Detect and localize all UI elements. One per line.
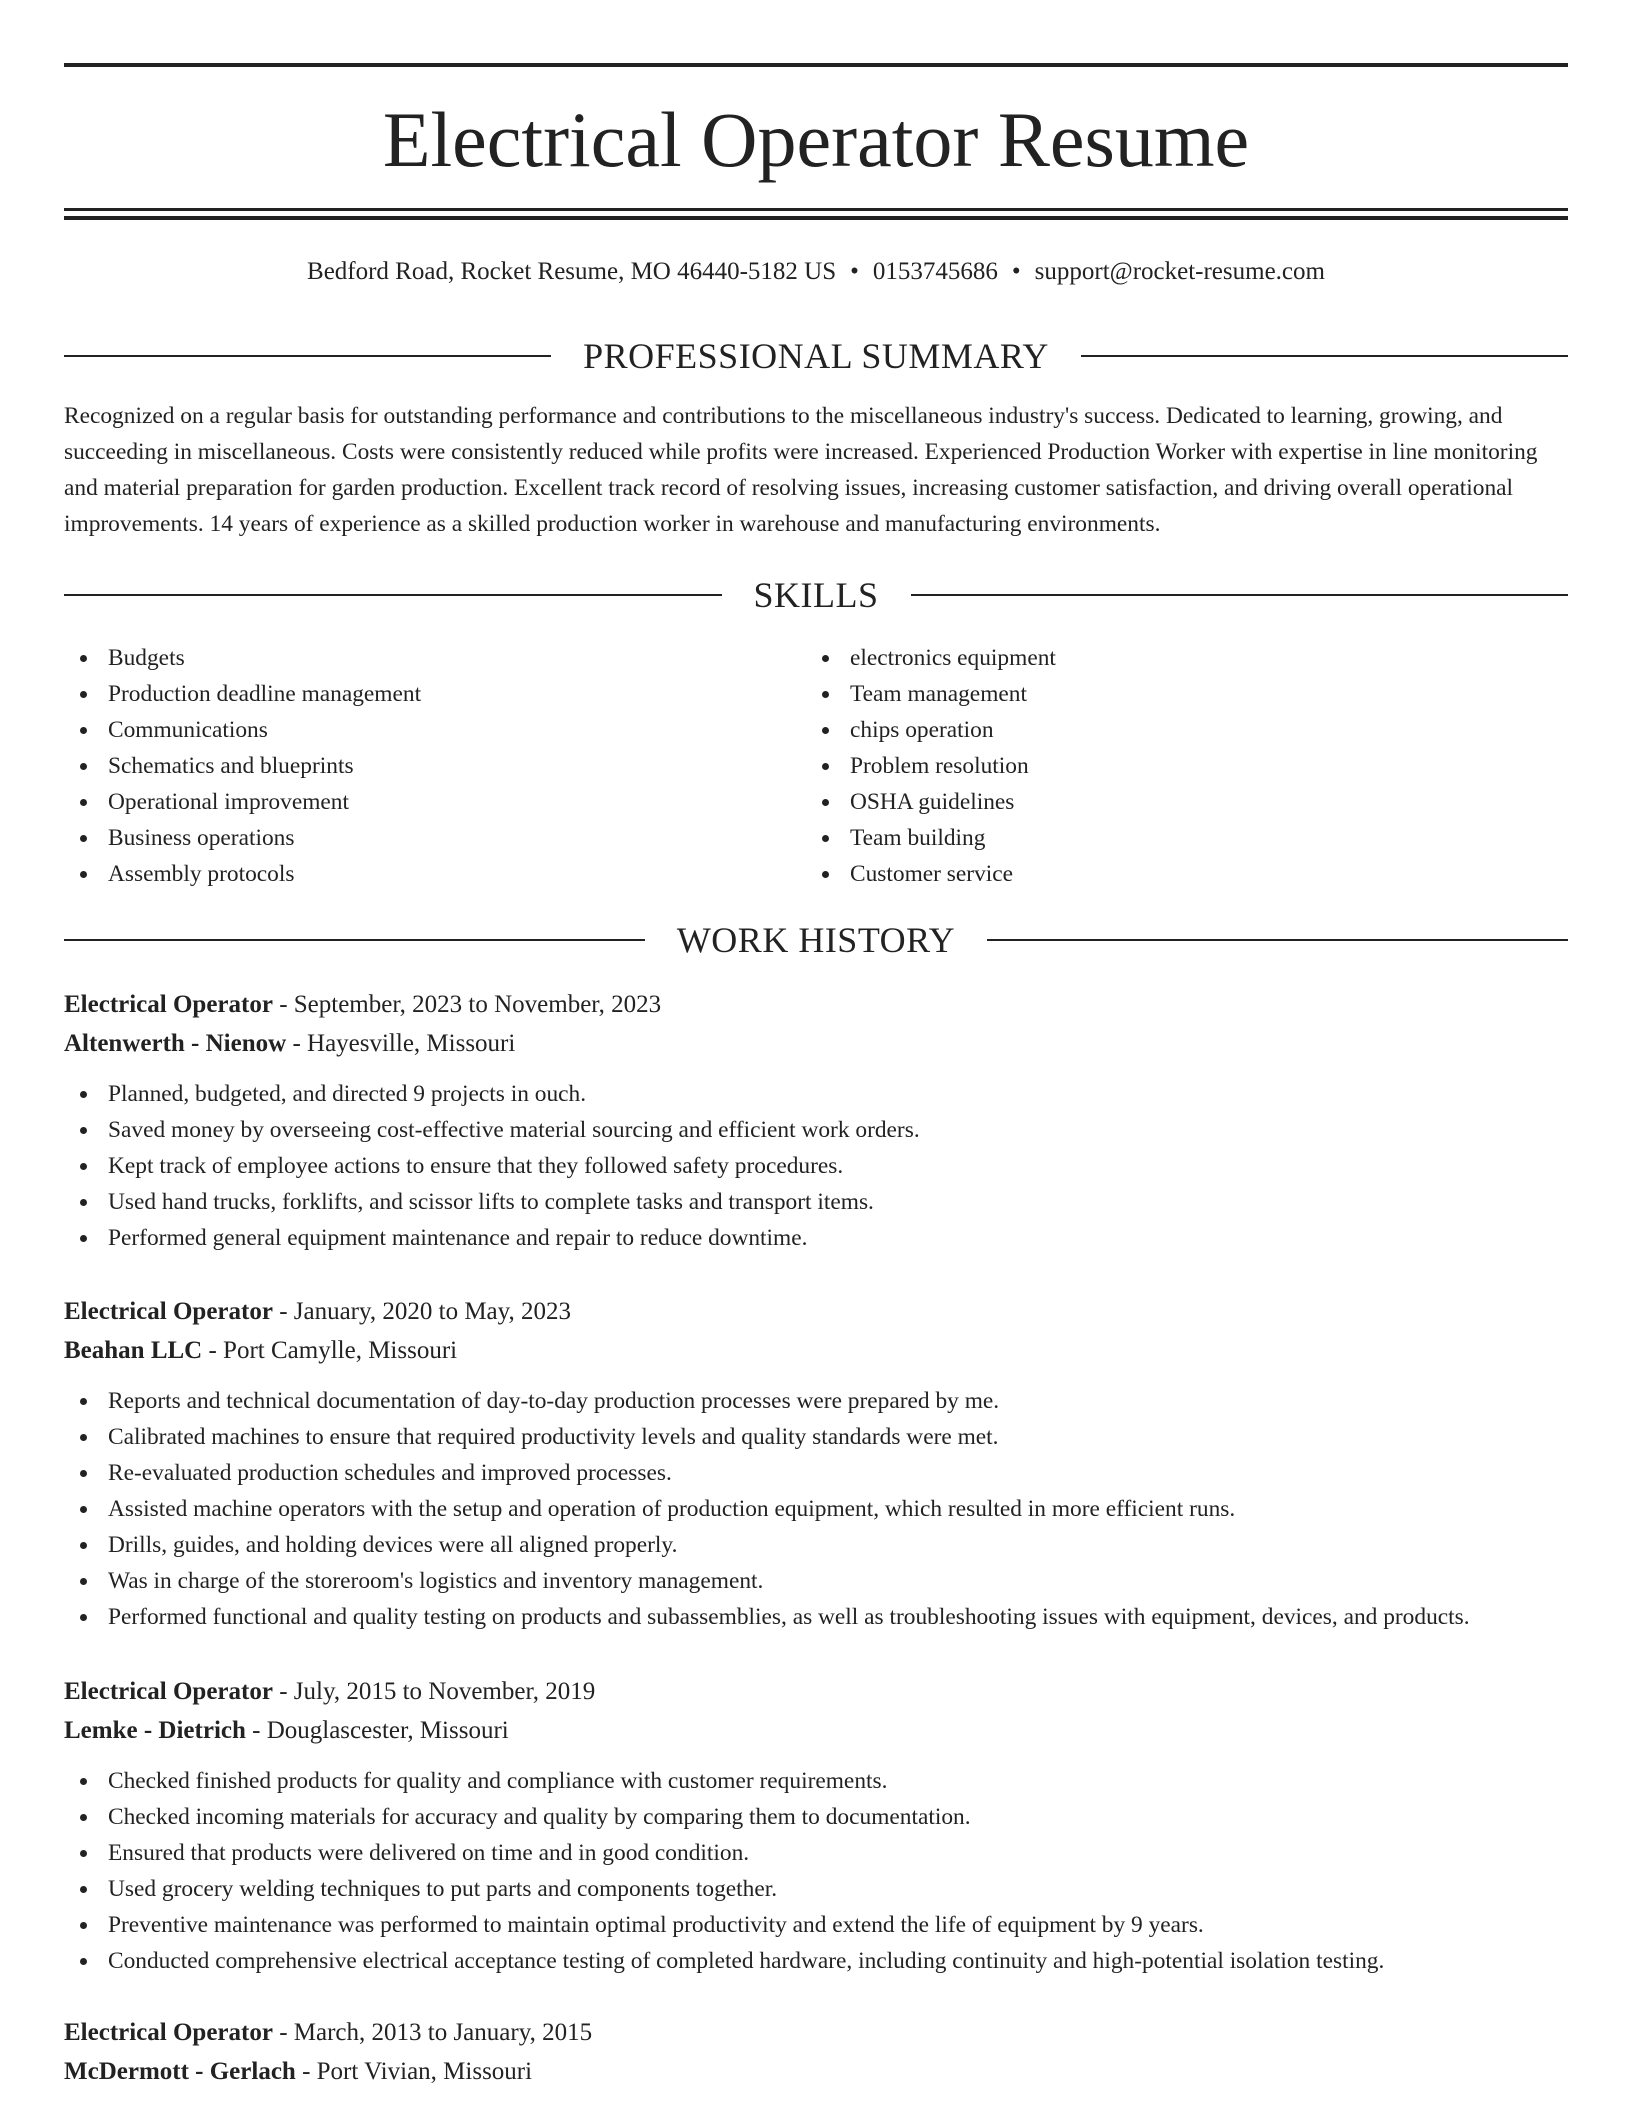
work-history-heading [64,918,1568,962]
skill-item-text: OSHA guidelines [850,789,1015,815]
bullet-icon [80,1091,87,1098]
job-bullet-text: Kept track of employee actions to ensure that they followed safety procedures. [108,1153,844,1179]
contact-separator: • [850,258,859,285]
skill-item-text: Team management [850,681,1027,707]
bullet-icon [80,763,87,770]
skill-item [64,820,421,856]
bullet-icon [80,1614,87,1621]
skill-item-text: Operational improvement [108,789,349,815]
summary-heading [64,334,1568,378]
skill-item [64,784,421,820]
skill-item [64,676,421,712]
heading-rule-left [64,594,722,596]
job-company: Lemke - Dietrich [64,1717,246,1744]
bullet-icon [822,763,829,770]
job-bullet [64,1112,1568,1148]
skill-item-text: electronics equipment [850,645,1056,671]
job-bullet-text: Reports and technical documentation of day-to-day production processes were prepared by me. [108,1388,1000,1414]
job-bullet [64,1491,1568,1527]
bullet-icon [80,1506,87,1513]
bullet-icon [80,1922,87,1929]
job-bullet [64,1563,1568,1599]
job-entry [64,2013,1568,2091]
job-location: - Hayesville, Missouri [286,1030,516,1057]
skill-item-text: Business operations [108,825,295,851]
bullet-icon [80,1235,87,1242]
job-bullet-text: Performed functional and quality testing on products and subassemblies, as well as troubleshooting issues with equipment, devices, and products. [108,1604,1470,1630]
skill-item-text: chips operation [850,717,994,743]
contact-line [64,254,1568,290]
bullet-icon [822,835,829,842]
work-history-heading-label: WORK HISTORY [676,920,956,960]
bullet-icon [80,1127,87,1134]
job-title-line [64,2013,1568,2052]
job-bullet [64,1455,1568,1491]
skills-heading-label: SKILLS [753,575,879,615]
skill-item-text: Customer service [850,861,1014,887]
job-location: - Port Camylle, Missouri [202,1337,458,1364]
title-rule-upper [64,208,1568,211]
bullet-icon [80,835,87,842]
contact-address: Bedford Road, Rocket Resume, MO 46440-5182 US [307,258,837,285]
skill-item [64,640,421,676]
job-bullet-text: Drills, guides, and holding devices were all aligned properly. [108,1532,678,1558]
resume-title: Electrical Operator Resume [382,96,1250,183]
heading-rule-left [64,355,551,357]
job-bullet-text: Used hand trucks, forklifts, and scissor lifts to complete tasks and transport items. [108,1189,874,1215]
job-company-line [64,1711,1568,1750]
skill-item-text: Production deadline management [108,681,422,707]
top-rule [64,63,1568,67]
heading-rule-right [987,939,1568,941]
job-bullet-text: Checked incoming materials for accuracy and quality by comparing them to documentation. [108,1804,971,1830]
job-location: - Port Vivian, Missouri [295,2058,533,2085]
job-bullet [64,1076,1568,1112]
title-rule-lower [64,216,1568,220]
bullet-icon [80,1398,87,1405]
bullet-icon [80,1199,87,1206]
summary-heading-label: PROFESSIONAL SUMMARY [583,336,1049,376]
job-title-line [64,985,1568,1024]
job-bullet-text: Assisted machine operators with the setup and operation of production equipment, which resulted in more efficient runs. [108,1496,1236,1522]
bullet-icon [822,655,829,662]
contact-separator: • [1011,258,1021,285]
job-dates: - September, 2023 to November, 2023 [272,991,662,1018]
bullet-icon [80,1814,87,1821]
bullet-icon [80,1578,87,1585]
job-title-line [64,1672,1568,1711]
job-bullet [64,1148,1568,1184]
bullet-icon [80,691,87,698]
bullet-icon [80,1542,87,1549]
job-bullets [64,1076,1568,1256]
skills-list-left [64,640,421,892]
job-bullet-text: Ensured that products were delivered on time and in good condition. [108,1840,750,1866]
bullet-icon [80,1958,87,1965]
skills-heading [64,573,1568,617]
job-bullets [64,1383,1568,1635]
job-bullet [64,1419,1568,1455]
job-bullet-text: Performed general equipment maintenance and repair to reduce downtime. [108,1225,808,1251]
job-dates: - July, 2015 to November, 2019 [272,1678,596,1705]
job-bullet-text: Preventive maintenance was performed to maintain optimal productivity and extend the life of equipment by 9 years. [108,1912,1204,1938]
skill-item [806,856,1056,892]
skills-list-right [806,640,1056,892]
heading-rule-left [64,939,645,941]
bullet-icon [80,799,87,806]
skill-item [806,640,1056,676]
job-bullet [64,1907,1568,1943]
bullet-icon [80,871,87,878]
job-title-line [64,1292,1568,1331]
job-title: Electrical Operator [64,1298,273,1325]
job-bullet [64,1835,1568,1871]
job-bullet [64,1527,1568,1563]
job-bullet-text: Saved money by overseeing cost-effective material sourcing and efficient work orders. [108,1117,920,1143]
job-entry [64,985,1568,1256]
job-entry [64,1672,1568,1979]
job-dates: - January, 2020 to May, 2023 [272,1298,572,1325]
skill-item [806,784,1056,820]
job-bullet-text: Re-evaluated production schedules and improved processes. [108,1460,672,1486]
bullet-icon [80,1778,87,1785]
skill-item [806,676,1056,712]
job-title: Electrical Operator [64,2019,273,2046]
job-bullet-text: Was in charge of the storeroom's logistics and inventory management. [108,1568,764,1594]
heading-rule-right [911,594,1569,596]
job-bullet-text: Conducted comprehensive electrical acceptance testing of completed hardware, including continuity and high-potential isolation testing. [108,1948,1385,1974]
job-bullets [64,1763,1568,1979]
heading-rule-right [1081,355,1568,357]
contact-email: support@rocket-resume.com [1034,258,1325,285]
skill-item [64,856,421,892]
job-bullet [64,1871,1568,1907]
skill-item [806,712,1056,748]
job-company: McDermott - Gerlach [64,2058,296,2085]
job-bullet [64,1220,1568,1256]
job-title: Electrical Operator [64,991,273,1018]
bullet-icon [80,1850,87,1857]
job-bullet [64,1599,1568,1635]
bullet-icon [80,1470,87,1477]
job-bullet-text: Planned, budgeted, and directed 9 projects in ouch. [108,1081,587,1107]
contact-phone: 0153745686 [872,258,998,285]
bullet-icon [822,871,829,878]
job-entry [64,1292,1568,1635]
bullet-icon [80,727,87,734]
skill-item-text: Budgets [108,645,185,671]
bullet-icon [80,655,87,662]
skill-item [64,748,421,784]
summary-text: Recognized on a regular basis for outstanding performance and contributions to the miscellaneous industry's success. Dedicated to learning, growing, and succeeding in miscellaneous. Costs were consistently reduced while profits were increased. Experienced Production Worker with expertise in line monitoring and material preparation for garden production. Excellent track record of resolving issues, increasing customer satisfaction, and driving overall operational improvements. 14 years of experience as a skilled production worker in warehouse and manufacturing environments. [64,403,1538,537]
job-title: Electrical Operator [64,1678,273,1705]
job-company-line [64,1331,1568,1370]
skill-item-text: Schematics and blueprints [108,753,354,779]
job-company-line [64,2052,1568,2091]
job-bullet [64,1184,1568,1220]
bullet-icon [822,727,829,734]
bullet-icon [80,1886,87,1893]
job-bullet [64,1799,1568,1835]
bullet-icon [80,1163,87,1170]
job-bullet-text: Used grocery welding techniques to put parts and components together. [108,1876,778,1902]
skill-item [64,712,421,748]
skill-item-text: Assembly protocols [108,861,295,887]
skill-item [806,748,1056,784]
job-bullet [64,1763,1568,1799]
job-location: - Douglascester, Missouri [245,1717,509,1744]
job-company: Altenwerth - Nienow [64,1030,287,1057]
skill-item-text: Problem resolution [850,753,1029,779]
job-bullet-text: Calibrated machines to ensure that required productivity levels and quality standards were met. [108,1424,999,1450]
skill-item-text: Team building [850,825,986,851]
job-dates: - March, 2013 to January, 2015 [272,2019,593,2046]
job-bullet [64,1383,1568,1419]
skill-item [806,820,1056,856]
job-company-line [64,1024,1568,1063]
job-bullet-text: Checked finished products for quality and compliance with customer requirements. [108,1768,888,1794]
skill-item-text: Communications [108,717,268,743]
job-bullet [64,1943,1568,1979]
bullet-icon [822,691,829,698]
bullet-icon [80,1434,87,1441]
job-company: Beahan LLC [64,1337,203,1364]
bullet-icon [822,799,829,806]
